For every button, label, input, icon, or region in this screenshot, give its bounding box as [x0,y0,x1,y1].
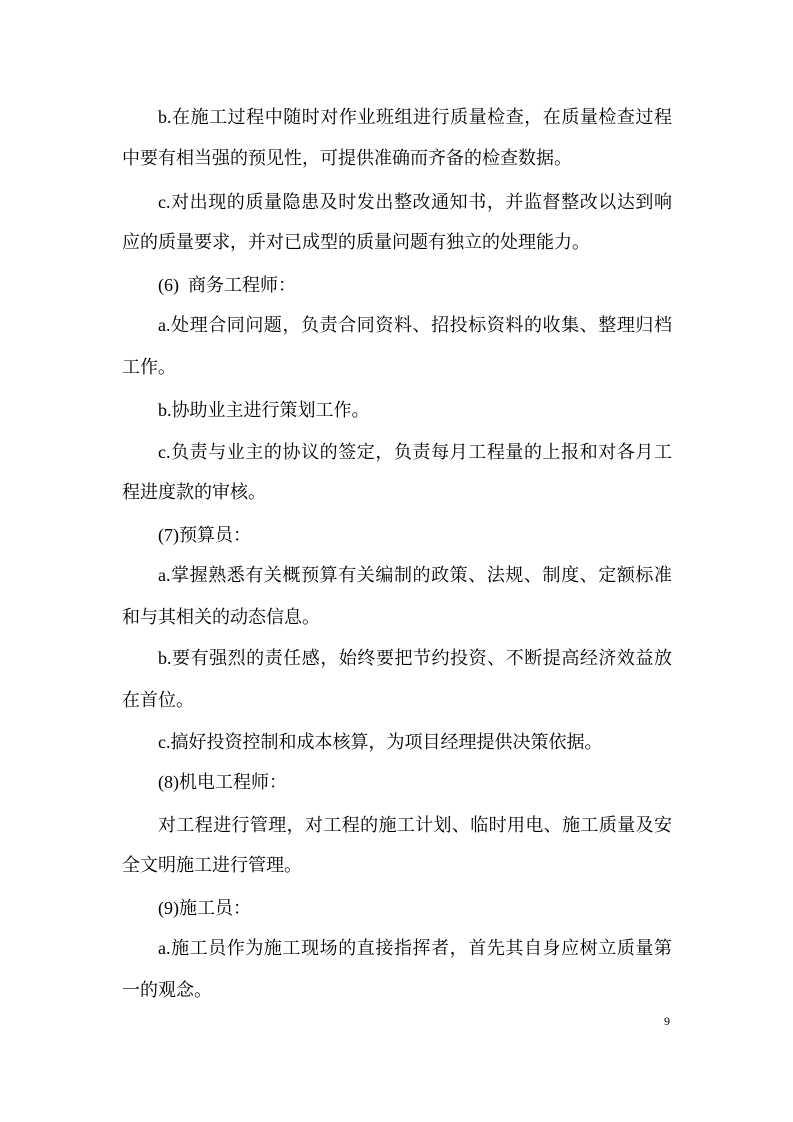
paragraph-line: 在首位。 [122,690,194,710]
paragraph-line: c.搞好投资控制和成本核算，为项目经理提供决策依据。 [158,732,603,752]
paragraph-line: a.处理合同问题，负责合同资料、招投标资料的收集、整理归档 [158,315,672,335]
paragraph-line: c.负责与业主的协议的签定，负责每月工程量的上报和对各月工 [158,442,672,462]
paragraph-line: b.协助业主进行策划工作。 [158,400,370,420]
paragraph-line: 中要有相当强的预见性，可提供准确而齐备的检查数据。 [122,148,572,168]
section-heading: (7)预算员： [158,525,251,545]
paragraph-line: b.要有强烈的责任感，始终要把节约投资、不断提高经济效益放 [158,648,672,668]
paragraph-line: 对工程进行管理，对工程的施工计划、临时用电、施工质量及安 [158,815,672,835]
section-heading: (6) 商务工程师： [158,275,296,295]
paragraph-line: a.掌握熟悉有关概预算有关编制的政策、法规、制度、定额标准 [158,565,672,585]
paragraph-line: 一的观念。 [122,980,212,1000]
section-heading: (9)施工员： [158,898,251,918]
paragraph-line: b.在施工过程中随时对作业班组进行质量检查，在质量检查过程 [158,107,672,127]
paragraph-line: 应的质量要求，并对已成型的质量问题有独立的处理能力。 [122,232,590,252]
section-heading: (8)机电工程师： [158,772,287,792]
paragraph-line: 全文明施工进行管理。 [122,855,302,875]
paragraph-line: 和与其相关的动态信息。 [122,607,320,627]
paragraph-line: c.对出现的质量隐患及时发出整改通知书，并监督整改以达到响 [158,192,672,212]
paragraph-line: 程进度款的审核。 [122,482,266,502]
paragraph-line: a.施工员作为施工现场的直接指挥者，首先其自身应树立质量第 [158,938,672,958]
page-number: 9 [664,1014,670,1028]
paragraph-line: 工作。 [122,357,176,377]
